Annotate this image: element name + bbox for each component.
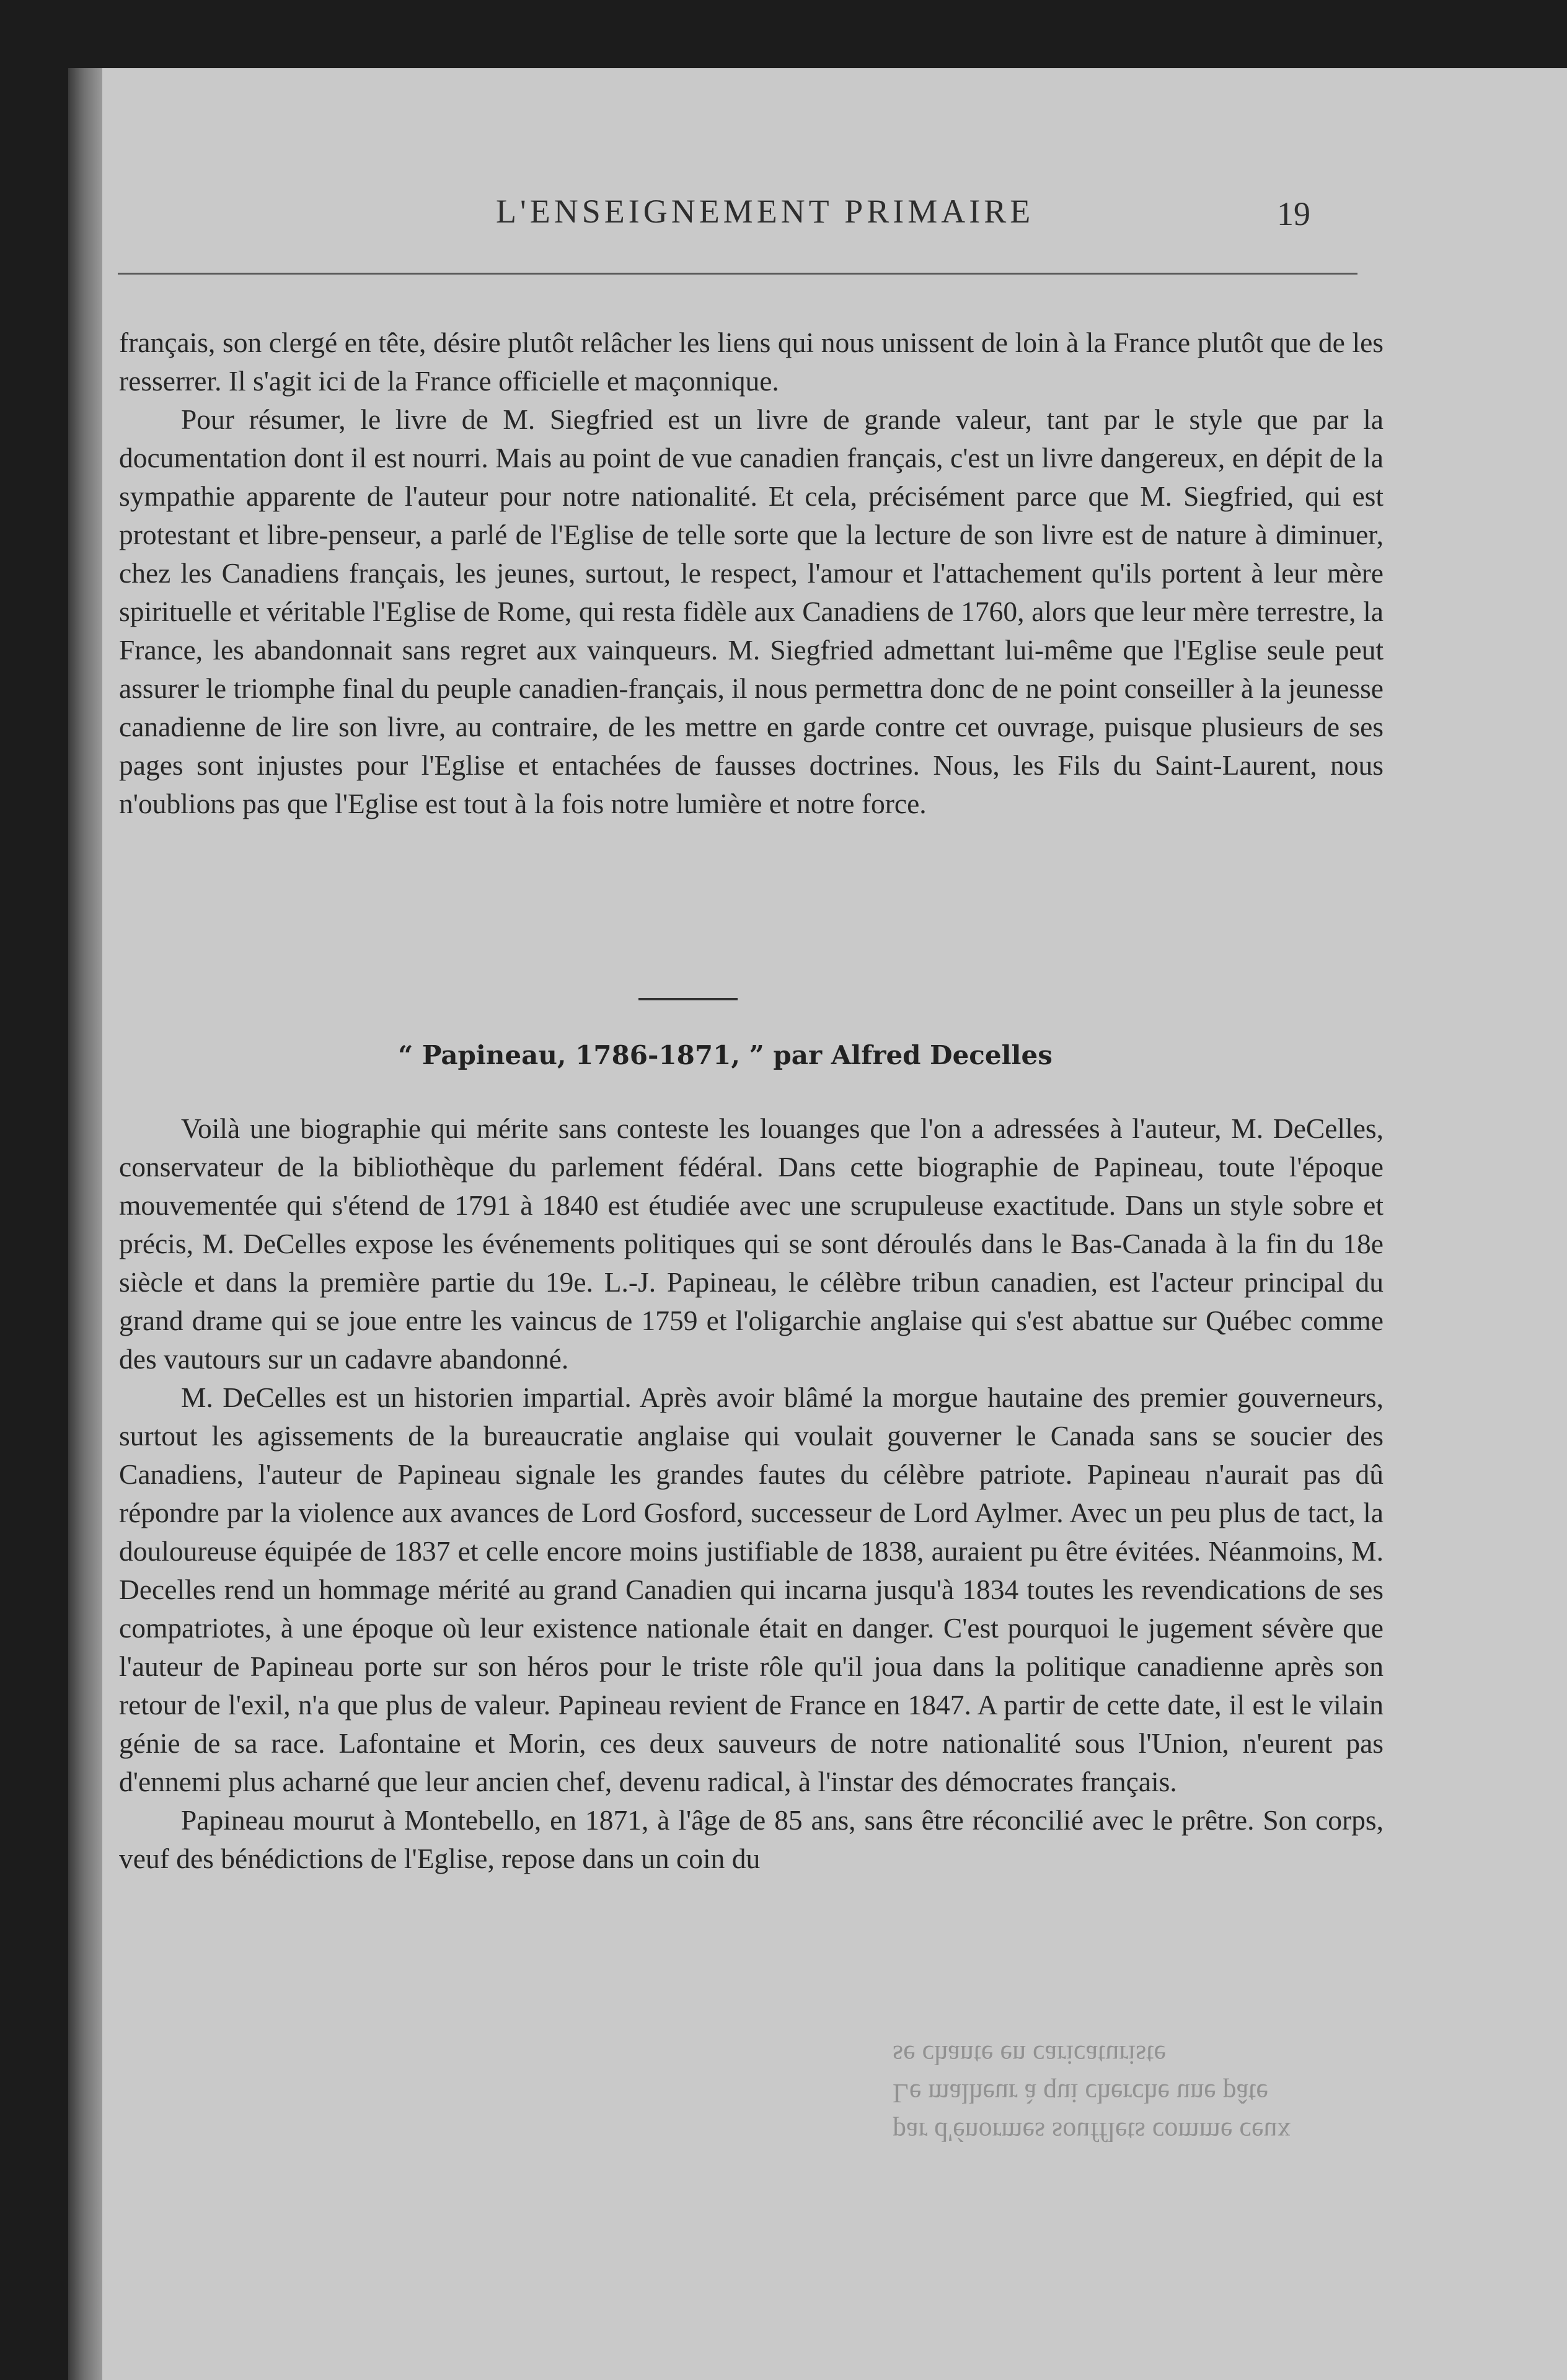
running-title: L'ENSEIGNEMENT PRIMAIRE	[496, 193, 1035, 230]
section-text-1	[119, 324, 1384, 823]
paragraph: Pour résumer, le livre de M. Siegfried est un livre de grande valeur, tant par le style que par la documentation dont il est nourri. Mais au point de vue canadien français, c'est un livre dangereux, en dépit de la sympathie apparente de l'auteur pour notre nationalité. Et cela, précisément parce que M. Siegfried, qui est protestant et libre-penseur, a parlé de l'Eglise de telle sorte que la lecture de son livre est de nature à diminuer, chez les Canadiens français, les jeunes, surtout, le respect, l'amour et l'attachement qu'ils portent à leur mère spirituelle et véritable l'Eglise de Rome, qui resta fidèle aux Canadiens de 1760, alors que leur mère terrestre, la France, les abandonnait sans regret aux vainqueurs. M. Siegfried admettant lui-même que l'Eglise seule peut assurer le triomphe final du peuple canadien-français, il nous permettra donc de ne point conseiller à la jeunesse canadienne de lire son livre, au contraire, de les mettre en garde contre cet ouvrage, puisque plusieurs de ses pages sont injustes pour l'Eglise et entachées de fausses doctrines. Nous, les Fils du Saint-Laurent, nous n'oublions pas que l'Eglise est tout à la fois notre lumière et notre force.	[119, 403, 1384, 819]
bleed-line: par d'énormes soufflets comme ceux	[893, 2117, 1291, 2147]
paragraph: français, son clergé en tête, désire plutôt relâcher les liens qui nous unissent de loin à la France plutôt que de les resserrer. Il s'agit ici de la France officielle et maçonnique.	[119, 327, 1384, 397]
bleed-line: se chante en caricaturiste	[893, 2040, 1166, 2070]
book-spine-shadow	[68, 68, 102, 2380]
review-title: “ Papineau, 1786-1871, ” par Alfred Decelles	[398, 1040, 1053, 1070]
section-text-2	[119, 1109, 1384, 1878]
running-head	[68, 192, 1382, 236]
section-separator	[638, 998, 738, 1000]
paragraph: Papineau mourut à Montebello, en 1871, à l'âge de 85 ans, sans être réconcilié avec le prêtre. Son corps, veuf des bénédictions de l'Eglise, repose dans un coin du	[119, 1804, 1384, 1874]
book-page	[68, 68, 1567, 2380]
page-number: 19	[1277, 195, 1310, 232]
paragraph: M. DeCelles est un historien impartial. Après avoir blâmé la morgue hautaine des premier gouverneurs, surtout les agissements de la bureaucratie anglaise qui voulait gouverner le Canada sans se soucier des Canadiens, l'auteur de Papineau signale les grandes fautes du célèbre patriote. Papineau n'aurait pas dû répondre par la violence aux avances de Lord Gosford, successeur de Lord Aylmer. Avec un peu plus de tact, la douloureuse équipée de 1837 et celle encore moins justifiable de 1838, auraient pu être évitées. Néanmoins, M. Decelles rend un hommage mérité au grand Canadien qui incarna jusqu'à 1834 toutes les revendications de ses compatriotes, à une époque où leur existence nationale était en danger. C'est pourquoi le jugement sévère que l'auteur de Papineau porte sur son héros pour le triste rôle qu'il joua dans la politique canadienne après son retour de l'exil, n'a que plus de valeur. Papineau revient de France en 1847. A partir de cette date, il est le vilain génie de sa race. Lafontaine et Morin, ces deux sauveurs de notre nationalité sous l'Union, n'eurent pas d'ennemi plus acharné que leur ancien chef, devenu radical, à l'instar des démocrates français.	[119, 1382, 1384, 1797]
header-rule	[118, 273, 1357, 275]
bleed-through-text	[893, 1965, 1376, 2151]
paragraph: Voilà une biographie qui mérite sans conteste les louanges que l'on a adressées à l'auteur, M. DeCelles, conservateur de la bibliothèque du parlement fédéral. Dans cette biographie de Papineau, toute l'époque mouvementée qui s'étend de 1791 à 1840 est étudiée avec une scrupuleuse exactitude. Dans un style sobre et précis, M. DeCelles expose les événements politiques qui se sont déroulés dans le Bas-Canada à la fin du 18e siècle et dans la première partie du 19e. L.-J. Papineau, le célèbre tribun canadien, est l'acteur principal du grand drame qui se joue entre les vaincus de 1759 et l'oligarchie anglaise qui s'est abattue sur Québec comme des vautours sur un cadavre abandonné.	[119, 1113, 1384, 1375]
bleed-line: Le malheur à qui cherche une pâte	[893, 2078, 1268, 2109]
